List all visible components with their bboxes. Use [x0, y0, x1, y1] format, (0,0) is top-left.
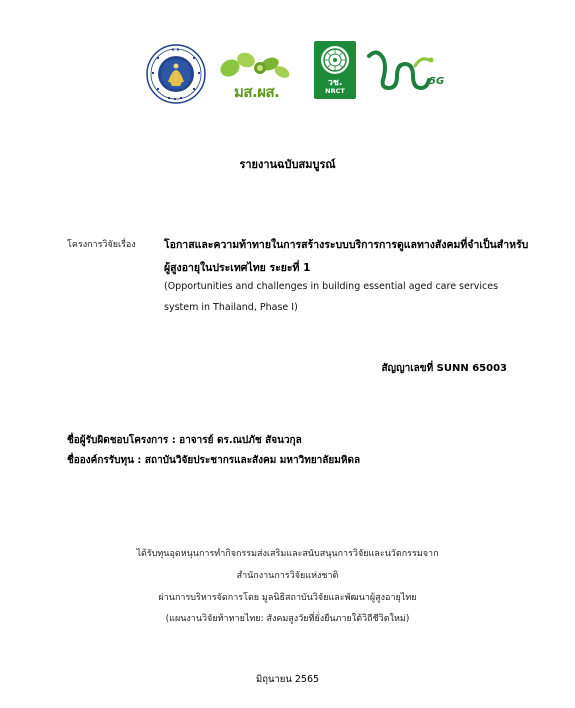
contract-number: สัญญาเลขที่ SUNN 65003 [381, 363, 507, 374]
nrct-label: NRCT [325, 87, 345, 95]
report-date: มิถุนายน 2565 [255, 674, 320, 685]
grantee-organization: ชื่อองค์กรรับทุน : สถาบันวิจัยประชากรและสังคม มหาวิทยาลัยมหิดล [67, 455, 361, 466]
project-title-th-line2: ผู้สูงอายุในประเทศไทย ระยะที่ 1 [164, 262, 311, 274]
project-title-en-line1: (Opportunities and challenges in building essential aged care services [164, 281, 499, 292]
funding-line-4: (แผนงานวิจัยท้าทายไทย: สังคมสูงวัยที่ยั่งยืนภายใต้วิถีชีวิตใหม่) [165, 614, 410, 624]
project-responsible: ชื่อผู้รับผิดชอบโครงการ : อาจารย์ ดร.ณปภัช สัจนวกุล [67, 435, 302, 446]
msps-logo-text: มส.ผส. [234, 83, 280, 101]
funding-line-1: ได้รับทุนอุดหนุนการทำกิจกรรมส่งเสริมและสนับสนุนการวิจัยและนวัตกรรมจาก [136, 549, 439, 559]
project-title-en-line2: system in Thailand, Phase I) [164, 302, 298, 313]
report-type-heading: รายงานฉบับสมบูรณ์ [239, 158, 336, 171]
university-seal-logo [146, 44, 206, 104]
nrct-emblem-icon [321, 46, 349, 74]
msps-logo [216, 50, 294, 100]
nrct-logo [314, 41, 356, 99]
5g-logo-text: 5G [429, 76, 445, 87]
logo-row [0, 0, 575, 130]
nrct-abbr: วช. [327, 78, 343, 88]
funding-line-3: ผ่านการบริหารจัดการโดย มูลนิธิสถาบันวิจัยและพัฒนาผู้สูงอายุไทย [158, 593, 417, 603]
project-label: โครงการวิจัยเรื่อง [67, 240, 136, 250]
project-title-th-line1: โอกาสและความท้าทายในการสร้างระบบบริการการดูแลทางสังคมที่จำเป็นสำหรับ [164, 239, 529, 251]
funding-line-2: สำนักงานการวิจัยแห่งชาติ [236, 571, 339, 581]
5g-logo [365, 46, 451, 96]
